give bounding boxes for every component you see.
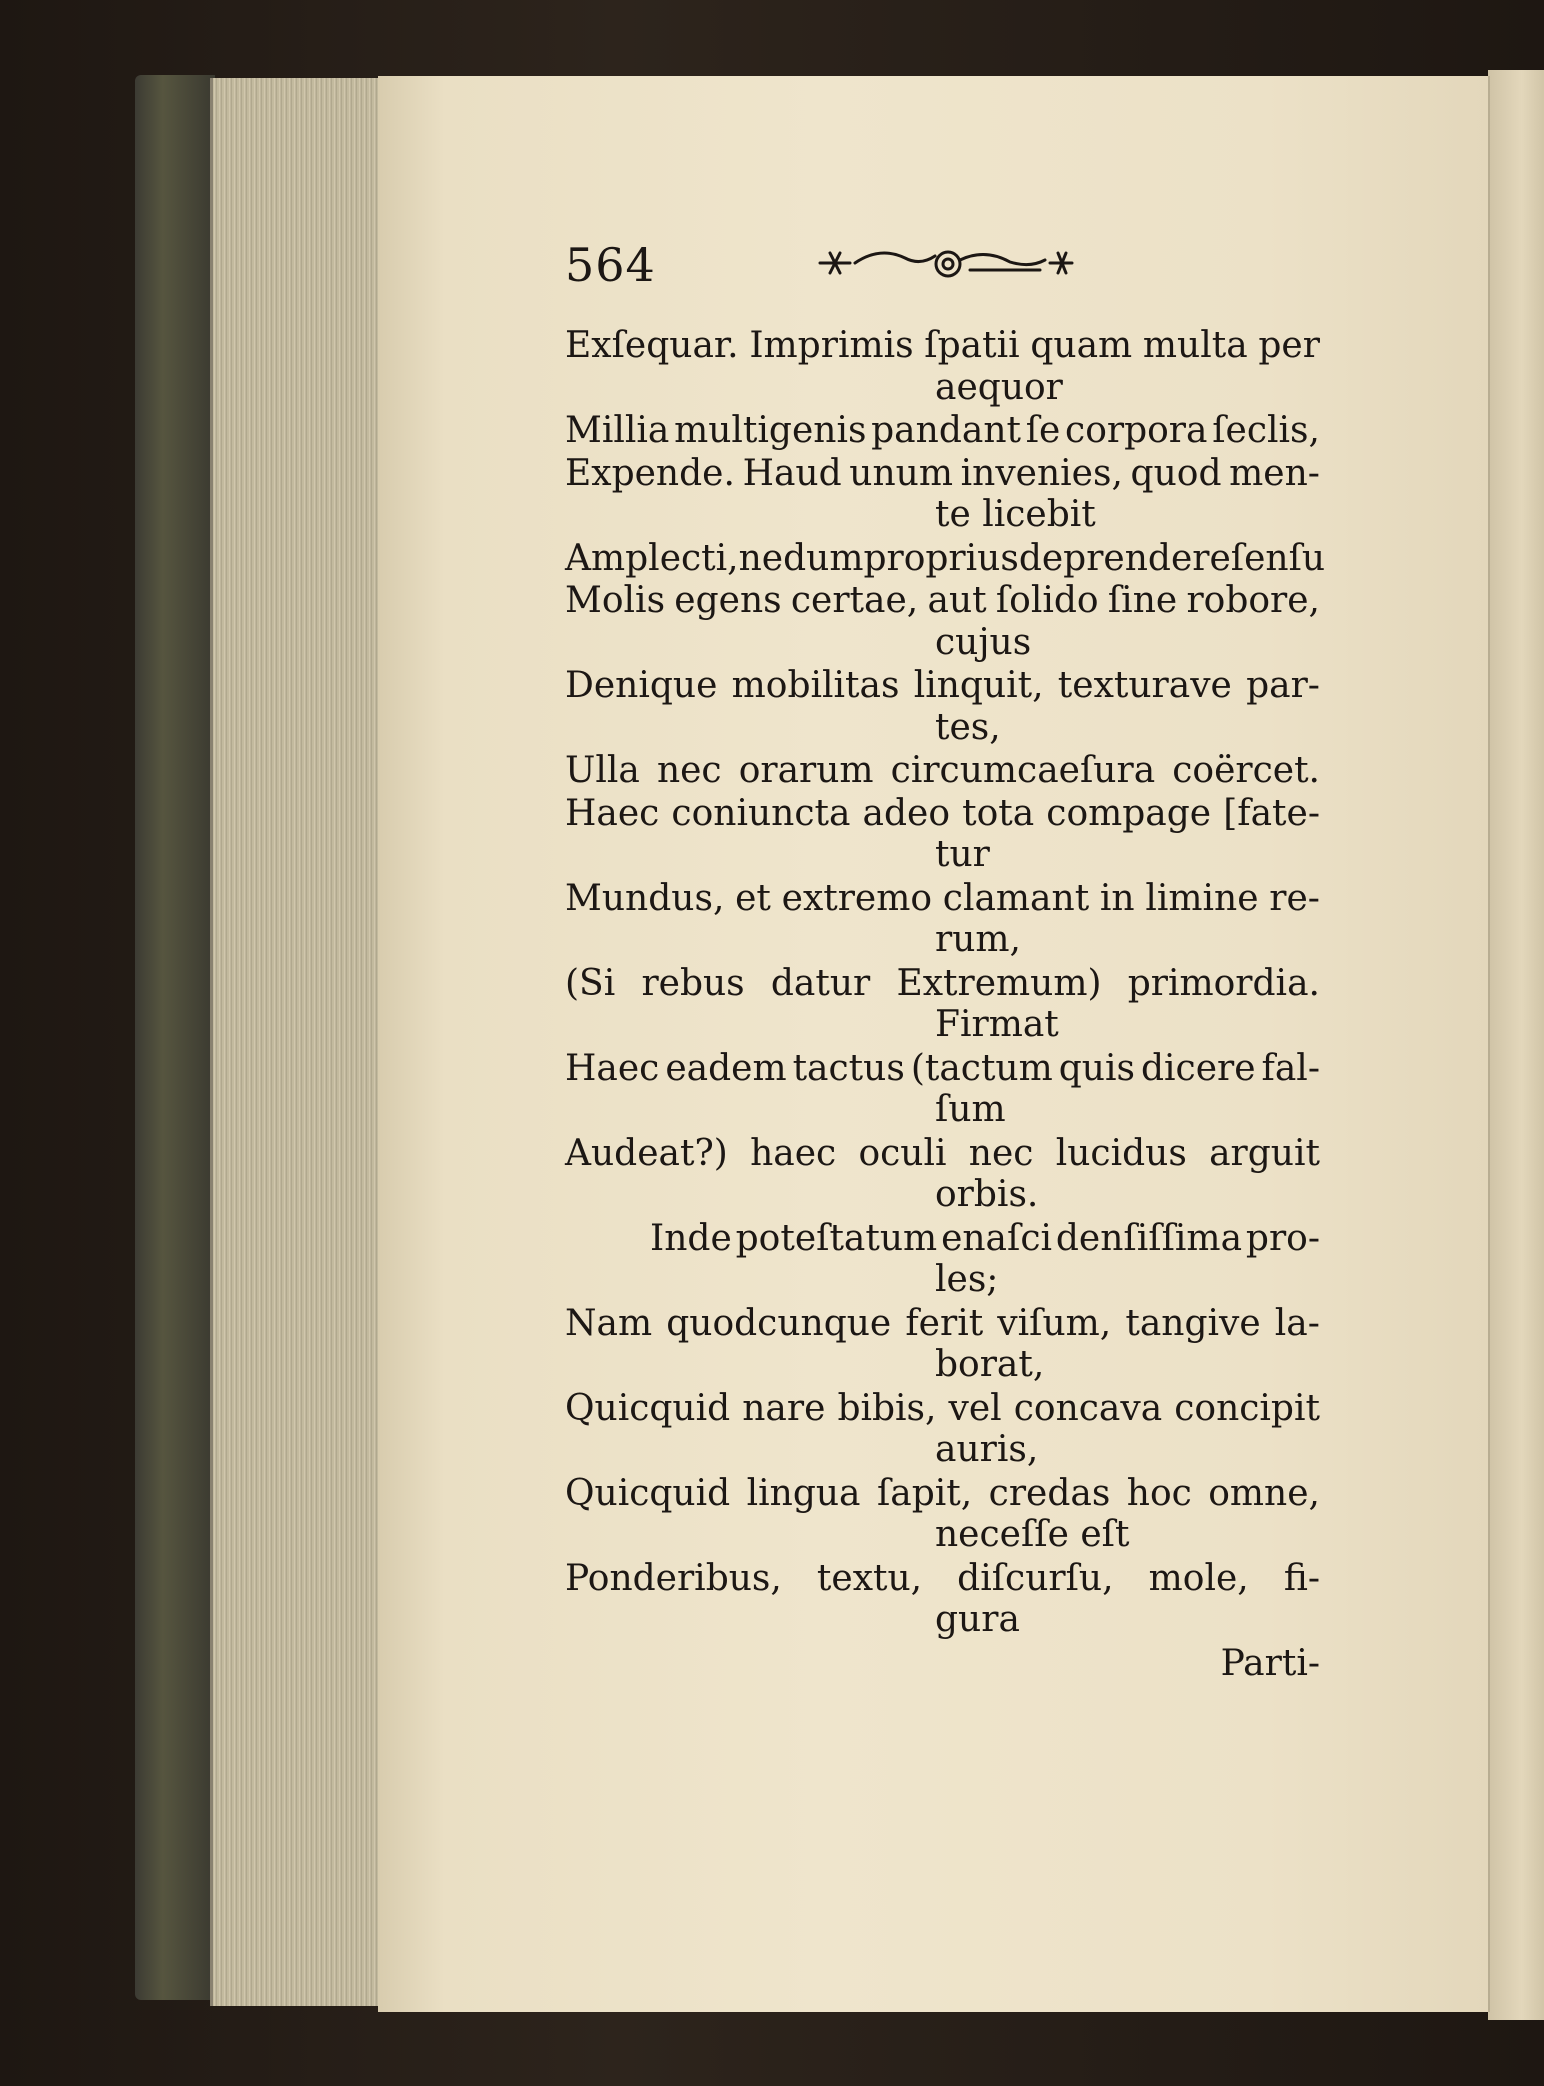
verse-line: Denique mobilitas linquit, texturave par- <box>565 665 1320 706</box>
verse-turnover: borat, <box>935 1344 1045 1385</box>
verse-turnover: les; <box>935 1259 999 1300</box>
verse-line: Molis egens certae, aut ſolido ſine robore, <box>565 580 1320 621</box>
verse-turnover: auris, <box>935 1429 1039 1470</box>
verse-turnover: Firmat <box>935 1004 1059 1045</box>
verse-turnover: aequor <box>935 366 1063 408</box>
verse-turnover: gura <box>935 1599 1020 1640</box>
verse-line: Quicquid lingua ſapit, credas hoc omne, <box>565 1472 1320 1514</box>
verse-text <box>565 325 1326 1685</box>
verse-turnover: rum, <box>935 919 1021 960</box>
verse-line: Audeat?) haec oculi nec lucidus arguit <box>565 1132 1320 1174</box>
verse-line: Haec coniuncta adeo tota compage [fate- <box>565 792 1320 834</box>
verse-turnover: orbis. <box>935 1174 1039 1215</box>
verse-line: Amplecti, nedum proprius deprendere ſenſu <box>565 537 1326 579</box>
verse-line: Exſequar. Imprimis ſpatii quam multa per <box>565 325 1320 366</box>
catchword: Parti- <box>1220 1642 1320 1684</box>
verse-line: Haec eadem tactus (tactum quis dicere fal- <box>565 1047 1320 1089</box>
verse-line: Ulla nec orarum circumcaeſura coërcet. <box>565 750 1320 791</box>
verse-line: Nam quodcunque ferit viſum, tangive la- <box>565 1302 1320 1344</box>
facing-page-edge <box>1488 70 1544 2020</box>
verse-line: Ponderibus, textu, diſcurſu, mole, fi- <box>565 1557 1320 1599</box>
verse-line: Quicquid nare bibis, vel concava concipit <box>565 1387 1320 1429</box>
verse-line: Mundus, et extremo clamant in limine re- <box>565 877 1320 919</box>
verse-turnover: tur <box>935 834 990 875</box>
page-number: 564 <box>565 238 656 292</box>
verse-turnover: ſum <box>935 1089 1006 1130</box>
book-cover-edge <box>135 75 215 2000</box>
verse-line: Inde poteſtatum enaſci denſiſſima pro- <box>650 1217 1320 1259</box>
verse-turnover: tes, <box>935 706 1001 748</box>
page-block-edge <box>210 78 383 2006</box>
verse-turnover: neceſſe eſt <box>935 1514 1130 1555</box>
header-ornament-icon <box>810 238 1082 288</box>
verse-turnover: te licebit <box>935 494 1096 535</box>
verse-turnover: cujus <box>935 621 1032 663</box>
verse-line: Millia multigenis pandant ſe corpora ſeclis, <box>565 410 1320 451</box>
verse-line: Expende. Haud unum invenies, quod men- <box>565 452 1320 494</box>
verse-line: (Si rebus datur Extremum) primordia. <box>565 962 1320 1004</box>
